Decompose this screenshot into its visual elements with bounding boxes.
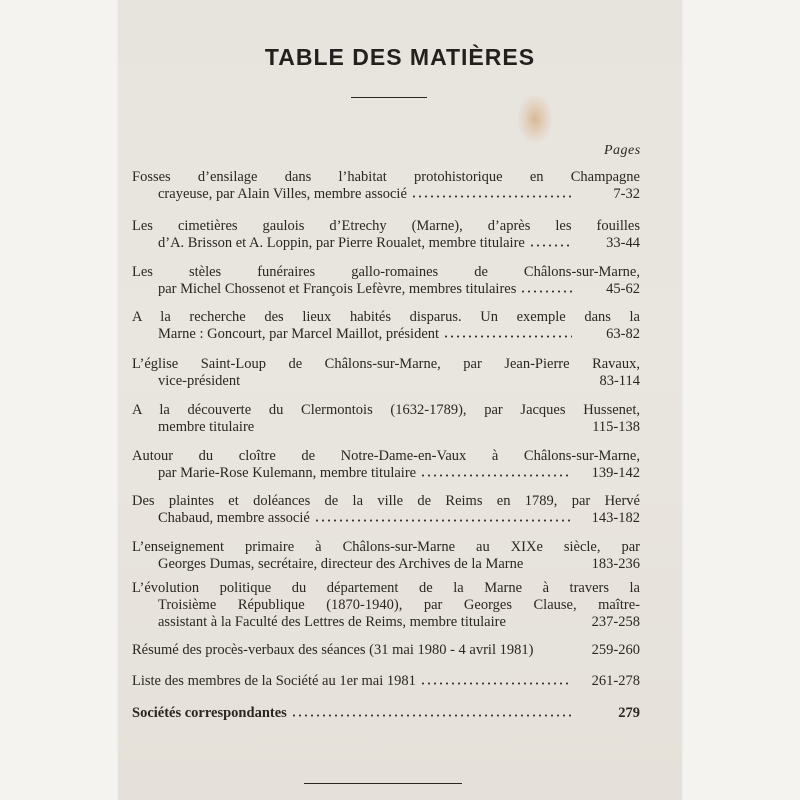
blank-leader (258, 428, 572, 431)
entry-line-1: A la recherche des lieux habités disparus. Un exemple dans la (132, 309, 640, 325)
entry-line-2: crayeuse, par Alain Villes, membre associé (158, 186, 407, 202)
entry-line-1: L’église Saint-Loup de Châlons-sur-Marne, par Jean-Pierre Ravaux, (132, 356, 640, 372)
entry-line-1b: Troisième République (1870-1940), par Georges Clause, maître- (158, 597, 640, 613)
entry-line-1: Les cimetières gaulois d’Etrechy (Marne), d’après les fouilles (132, 218, 640, 234)
page-range: 261-278 (591, 673, 640, 689)
entry-line-1: L’enseignement primaire à Châlons-sur-Marne au XIXe siècle, par (132, 539, 640, 555)
entry-text: Résumé des procès-verbaux des séances (31 mai 1980 - 4 avril 1981) (132, 642, 534, 658)
title-divider (351, 97, 427, 98)
dot-leader (529, 244, 572, 247)
page-range: 33-44 (606, 235, 640, 251)
page-range: 139-142 (591, 465, 640, 481)
page-range: 63-82 (606, 326, 640, 342)
toc-entry-societes (132, 705, 640, 722)
blank-leader (510, 623, 572, 626)
entry-line-2: d’A. Brisson et A. Loppin, par Pierre Roualet, membre titulaire (158, 235, 525, 251)
toc-entry-clause (132, 580, 640, 631)
dot-leader (443, 335, 572, 338)
page-title: TABLE DES MATIÈRES (264, 44, 536, 70)
entry-line-1: L’évolution politique du département de la Marne à travers la (132, 580, 640, 596)
entry-line-1: Les stèles funéraires gallo-romaines de Châlons-sur-Marne, (132, 264, 640, 280)
blank-leader (244, 382, 572, 385)
entry-line-1: Fosses d’ensilage dans l’habitat protohistorique en Champagne (132, 169, 640, 185)
dot-leader (420, 682, 572, 685)
page-range: 83-114 (599, 373, 640, 389)
entry-text: Liste des membres de la Société au 1er mai 1981 (132, 673, 416, 689)
entry-line-2: membre titulaire (158, 419, 255, 435)
page-range: 259-260 (591, 642, 640, 658)
pages-column-header: Pages (604, 143, 641, 158)
page-range: 143-182 (591, 510, 640, 526)
dot-leader (520, 290, 572, 293)
toc-entry-hussenet (132, 402, 640, 436)
paper-stain (518, 95, 552, 143)
toc-entry-kulemann (132, 448, 640, 482)
entry-line-1: A la découverte du Clermontois (1632-1789), par Jacques Hussenet, (132, 402, 640, 418)
toc-entry-chabaud (132, 493, 640, 527)
toc-entry-maillot (132, 309, 640, 343)
page-range: 45-62 (606, 281, 640, 297)
entry-line-2: par Michel Chossenot et François Lefèvre, membres titulaires (158, 281, 517, 297)
toc-entry-chossenot (132, 264, 640, 298)
entry-line-1: Autour du cloître de Notre-Dame-en-Vaux à Châlons-sur-Marne, (132, 448, 640, 464)
entry-line-1: Des plaintes et doléances de la ville de Reims en 1789, par Hervé (132, 493, 640, 509)
dot-leader (314, 519, 572, 522)
entry-line-2: Georges Dumas, secrétaire, directeur des Archives de la Marne (158, 556, 524, 572)
blank-leader (527, 565, 572, 568)
toc-entry-roualet (132, 218, 640, 252)
page-range: 115-138 (592, 419, 640, 435)
entry-line-2: Marne : Goncourt, par Marcel Maillot, président (158, 326, 440, 342)
toc-entry-ravaux (132, 356, 640, 390)
toc-entry-villes (132, 169, 640, 203)
page-range: 237-258 (591, 614, 640, 630)
page-range: 7-32 (613, 186, 640, 202)
entry-line-2: assistant à la Faculté des Lettres de Reims, membre titulaire (158, 614, 506, 630)
toc-entry-liste-membres (132, 673, 640, 690)
page-range: 183-236 (591, 556, 640, 572)
dot-leader (291, 714, 572, 717)
blank-leader (537, 651, 572, 654)
toc-entry-proces-verbaux (132, 642, 640, 659)
entry-line-2: vice-président (158, 373, 241, 389)
page-range: 279 (618, 705, 640, 721)
toc-entry-dumas (132, 539, 640, 573)
book-page (118, 0, 682, 800)
dot-leader (411, 195, 572, 198)
entry-text: Sociétés correspondantes (132, 705, 287, 721)
entry-line-2: par Marie-Rose Kulemann, membre titulaire (158, 465, 417, 481)
bottom-divider (304, 783, 462, 784)
dot-leader (420, 474, 572, 477)
entry-line-2: Chabaud, membre associé (158, 510, 310, 526)
